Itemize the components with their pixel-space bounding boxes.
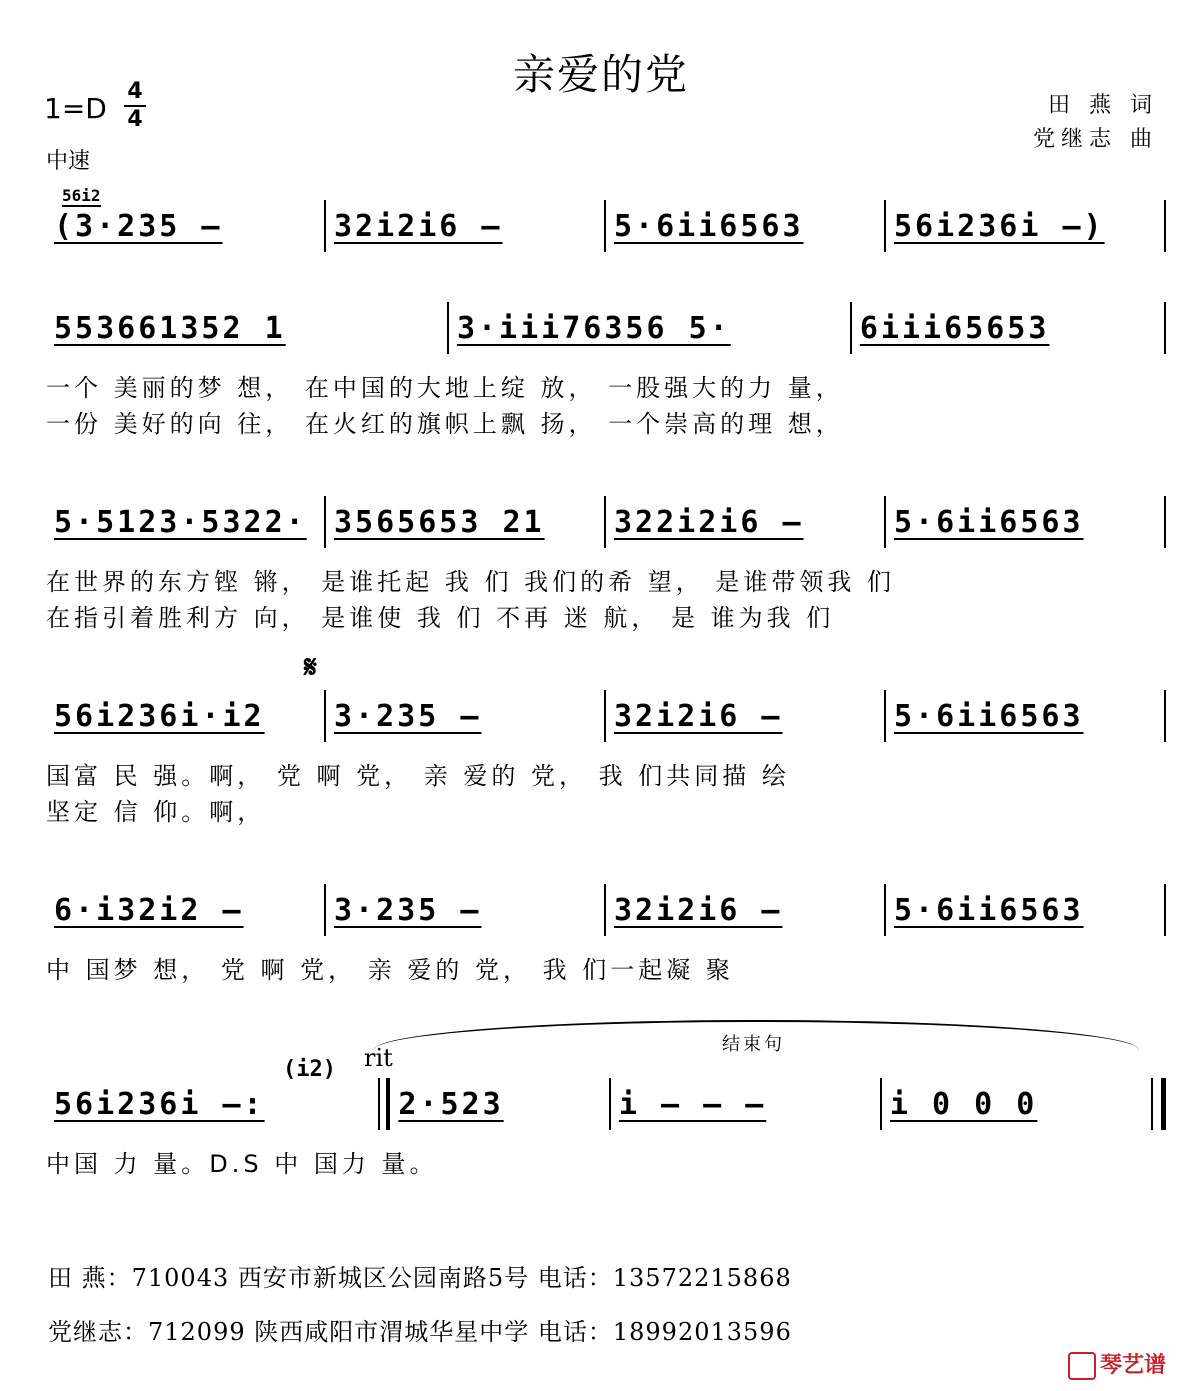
score-system-6: [46, 1074, 1166, 1134]
song-title: 亲爱的党: [512, 50, 689, 99]
contact-lyricist: 田 燕：710043 西安市新城区公园南路5号 电话：13572215868: [48, 1264, 792, 1292]
contact-composer: 党继志：712099 陕西咸阳市渭城华星中学 电话：18992013596: [48, 1318, 792, 1346]
measure: 553661352 1: [54, 310, 286, 346]
lyric-line: 国富 民 强。啊， 党 啊 党， 亲 爱的 党， 我 们共同描 绘: [46, 762, 790, 790]
lyric-line: 在指引着胜利方 向， 是谁使 我 们 不再 迷 航， 是 谁为我 们: [46, 604, 835, 632]
watermark-logo: [1068, 1348, 1166, 1380]
measure: i 0 0 0: [889, 1086, 1038, 1122]
score-system-5: [46, 880, 1166, 940]
measure: 32i2i6 –: [614, 698, 783, 734]
measure: 2·523: [398, 1086, 504, 1122]
measure: 56i236i –:: [54, 1086, 265, 1122]
measure: 6·i32i2 –: [54, 892, 244, 928]
alternate-notes: (i2): [283, 1057, 336, 1082]
measure: 3565653 21: [334, 504, 545, 540]
score-system-2: [46, 298, 1166, 358]
measure: 3·235 –: [334, 892, 482, 928]
watermark-text: 琴艺谱: [1100, 1353, 1167, 1378]
measure: 3·235 –: [334, 698, 482, 734]
key-signature: 1=D: [44, 92, 107, 125]
lyric-line: 在世界的东方铿 锵， 是谁托起 我 们 我们的希 望， 是谁带领我 们: [46, 568, 896, 596]
measure: 5·5123·5322·: [54, 504, 307, 540]
measure: 5·6ii6563: [614, 208, 804, 244]
measure: 3·iii76356 5·: [456, 310, 731, 346]
lyric-line: 中国 力 量。D.S 中 国力 量。: [46, 1150, 438, 1178]
time-signature-bottom: 4: [127, 107, 143, 132]
lyric-line: 中 国梦 想， 党 啊 党， 亲 爱的 党， 我 们一起凝 聚: [46, 956, 734, 984]
segno-sign: 𝄋: [304, 650, 317, 685]
measure: 56i236i –): [894, 208, 1105, 244]
lyricist-credit: 田 燕 词: [1048, 93, 1158, 118]
measure: (3·235 –: [54, 208, 223, 244]
time-signature-top: 4: [127, 79, 143, 104]
measure: 56i236i·i2: [54, 698, 265, 734]
logo-icon: [1068, 1352, 1096, 1380]
time-signature: [124, 80, 146, 132]
ritardando-mark: rit: [364, 1044, 393, 1072]
score-system-3: [46, 492, 1166, 552]
measure: 6iii65653: [859, 310, 1050, 346]
tempo-marking: 中速: [46, 149, 91, 174]
lyric-line: 一个 美丽的梦 想， 在中国的大地上绽 放， 一股强大的力 量，: [46, 374, 844, 402]
score-system-1: [46, 196, 1166, 256]
composer-credit: 党继志 曲: [1033, 127, 1158, 152]
measure: 32i2i6 –: [614, 892, 783, 928]
ending-label: 结束句: [722, 1034, 785, 1055]
measure: 5·6ii6563: [894, 698, 1084, 734]
lyric-line: 坚定 信 仰。啊，: [46, 798, 266, 826]
measure: 5·6ii6563: [894, 892, 1084, 928]
measure: 5·6ii6563: [894, 504, 1084, 540]
measure: 32i2i6 –: [334, 208, 503, 244]
lyric-line: 一份 美好的向 往， 在火红的旗帜上飘 扬， 一个崇高的理 想，: [46, 410, 844, 438]
grace-notes: 56i2: [62, 186, 101, 205]
measure: i – – –: [618, 1086, 767, 1122]
measure: 322i2i6 –: [614, 504, 804, 540]
score-system-4: [46, 686, 1166, 746]
